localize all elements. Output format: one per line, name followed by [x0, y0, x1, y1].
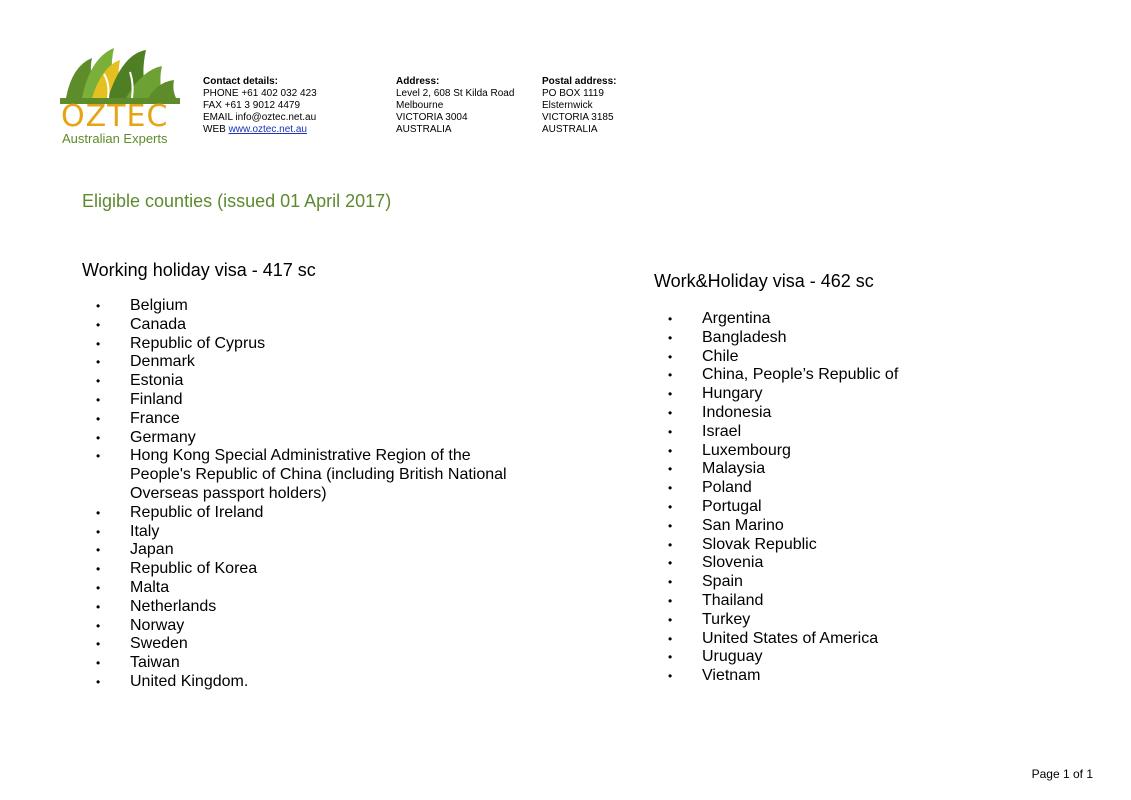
country-list-item [82, 429, 522, 448]
country-name: Republic of Cyprus [130, 334, 266, 352]
contact-phone: PHONE +61 402 032 423 [203, 88, 317, 99]
oztec-logo [58, 44, 182, 150]
address-line-1: Level 2, 608 St Kilda Road [396, 88, 515, 99]
bullet-icon: • [668, 462, 673, 477]
bullet-icon: • [96, 543, 101, 558]
bullet-icon: • [668, 593, 673, 608]
bullet-icon: • [668, 330, 673, 345]
country-name: Argentina [702, 310, 771, 327]
country-list-item [654, 442, 954, 461]
country-list-item [654, 611, 954, 630]
bullet-icon: • [96, 580, 101, 595]
bullet-icon: • [668, 499, 673, 514]
country-list-item [654, 517, 954, 536]
country-name: United States of America [702, 629, 879, 647]
country-list-item [654, 404, 954, 423]
country-name: Uruguay [702, 648, 763, 666]
country-name: Indonesia [702, 403, 772, 421]
country-list-item [82, 673, 522, 692]
bullet-icon: • [668, 387, 673, 402]
country-name: United Kingdom. [130, 672, 249, 690]
country-name: France [130, 409, 180, 427]
bullet-icon: • [96, 392, 101, 407]
address-line-2: Melbourne [396, 100, 444, 111]
country-list-item [82, 654, 522, 673]
contact-web-label: WEB [203, 124, 226, 135]
country-list-item [82, 391, 522, 410]
bullet-icon: • [668, 368, 673, 383]
bullet-icon: • [96, 674, 101, 689]
country-name: Netherlands [130, 597, 217, 615]
country-name: Denmark [130, 353, 195, 371]
country-list-item [82, 635, 522, 654]
country-name: Israel [702, 422, 742, 440]
country-list-item [654, 385, 954, 404]
contact-web-link[interactable]: www.oztec.net.au [228, 124, 307, 135]
country-name: Germany [130, 428, 196, 446]
country-list-item [82, 316, 522, 335]
bullet-icon: • [668, 481, 673, 496]
country-name: Taiwan [130, 654, 180, 672]
address-line-4: AUSTRALIA [396, 124, 452, 135]
bullet-icon: • [668, 443, 673, 458]
contact-details [203, 76, 317, 136]
country-list-item [82, 523, 522, 542]
bullet-icon: • [96, 355, 101, 370]
country-list-item [654, 592, 954, 611]
country-list-item [82, 353, 522, 372]
bullet-icon: • [668, 650, 673, 665]
country-name: China, People’s Republic of [702, 366, 899, 384]
country-name: Chile [702, 347, 739, 365]
country-name: Belgium [130, 297, 188, 314]
bullet-icon: • [96, 374, 101, 389]
country-list-item [654, 329, 954, 348]
bullet-icon: • [96, 505, 101, 520]
bullet-icon: • [668, 556, 673, 571]
country-name: Canada [130, 315, 187, 333]
country-list-item [82, 372, 522, 391]
bullet-icon: • [668, 631, 673, 646]
bullet-icon: • [668, 312, 673, 326]
country-name: Portugal [702, 497, 762, 515]
working-holiday-country-list [82, 297, 522, 692]
postal-line-3: VICTORIA 3185 [542, 112, 614, 123]
contact-web [203, 124, 317, 136]
postal-heading: Postal address: [542, 76, 617, 87]
opera-house-icon [58, 44, 182, 104]
country-list-item [82, 598, 522, 617]
bullet-icon: • [96, 562, 101, 577]
street-address [396, 76, 514, 136]
bullet-icon: • [668, 575, 673, 590]
contact-email: EMAIL info@oztec.net.au [203, 112, 317, 123]
bullet-icon: • [668, 669, 673, 684]
work-and-holiday-section [654, 270, 954, 686]
country-list-item [82, 579, 522, 598]
country-list-item [82, 447, 522, 503]
country-list-item [654, 554, 954, 573]
postal-address [542, 76, 616, 136]
working-holiday-title: Working holiday visa - 417 sc [82, 260, 316, 280]
country-name: Luxembourg [702, 441, 791, 459]
bullet-icon: • [668, 518, 673, 533]
document-title: Eligible counties (issued 01 April 2017) [82, 191, 392, 211]
country-list-item [82, 297, 522, 316]
country-list-item [82, 410, 522, 429]
country-list-item [654, 536, 954, 555]
work-and-holiday-country-list [654, 310, 954, 686]
country-name: Malaysia [702, 460, 766, 478]
country-name: Thailand [702, 591, 764, 609]
country-name: Republic of Korea [130, 560, 258, 578]
country-list-item [82, 335, 522, 354]
contact-heading: Contact details: [203, 76, 279, 87]
country-list-item [654, 573, 954, 592]
bullet-icon: • [96, 618, 101, 633]
country-name: Republic of Ireland [130, 503, 264, 521]
bullet-icon: • [668, 349, 673, 364]
country-list-item [654, 667, 954, 686]
bullet-icon: • [96, 411, 101, 426]
address-line-3: VICTORIA 3004 [396, 112, 468, 123]
country-name: Estonia [130, 372, 184, 390]
bullet-icon: • [96, 336, 101, 351]
country-list-item [654, 348, 954, 367]
bullet-icon: • [96, 430, 101, 445]
logo-wordmark: OZTEC [61, 99, 169, 134]
country-name: Slovenia [702, 554, 764, 572]
postal-line-4: AUSTRALIA [542, 124, 598, 135]
logo-tagline: Australian Experts [62, 131, 168, 146]
bullet-icon: • [96, 637, 101, 652]
bullet-icon: • [96, 599, 101, 614]
country-list-item [654, 648, 954, 667]
country-list-item [82, 504, 522, 523]
country-name: Japan [130, 541, 174, 559]
country-name: Hungary [702, 385, 763, 403]
country-name: Bangladesh [702, 328, 787, 346]
page-number: Page 1 of 1 [1031, 767, 1093, 781]
country-name: Finland [130, 390, 183, 408]
country-name: Sweden [130, 635, 188, 653]
bullet-icon: • [96, 449, 101, 464]
address-heading: Address: [396, 76, 440, 87]
country-name: Turkey [702, 610, 751, 628]
country-list-item [82, 560, 522, 579]
country-name: Poland [702, 479, 752, 497]
country-list-item [82, 617, 522, 636]
country-list-item [82, 541, 522, 560]
country-list-item [654, 310, 954, 329]
postal-line-2: Elsternwick [542, 100, 593, 111]
bullet-icon: • [96, 656, 101, 671]
working-holiday-section [82, 259, 522, 692]
bullet-icon: • [668, 612, 673, 627]
country-name: Norway [130, 616, 185, 634]
country-name: Slovak Republic [702, 535, 817, 553]
country-list-item [654, 498, 954, 517]
postal-line-1: PO BOX 1119 [542, 88, 604, 99]
country-list-item [654, 460, 954, 479]
bullet-icon: • [668, 424, 673, 439]
country-name: Italy [130, 522, 160, 540]
country-name: Hong Kong Special Administrative Region of the People's Republic of China (including British National Overseas passport holders) [130, 447, 507, 502]
contact-fax: FAX +61 3 9012 4479 [203, 100, 301, 111]
work-and-holiday-title: Work&Holiday visa - 462 sc [654, 271, 874, 291]
bullet-icon: • [96, 299, 101, 313]
country-list-item [654, 479, 954, 498]
country-list-item [654, 366, 954, 385]
country-name: Vietnam [702, 667, 761, 685]
country-name: Malta [130, 578, 170, 596]
bullet-icon: • [668, 537, 673, 552]
bullet-icon: • [96, 317, 101, 332]
bullet-icon: • [668, 405, 673, 420]
bullet-icon: • [96, 524, 101, 539]
country-list-item [654, 423, 954, 442]
country-name: Spain [702, 573, 743, 591]
country-list-item [654, 630, 954, 649]
country-name: San Marino [702, 516, 784, 534]
